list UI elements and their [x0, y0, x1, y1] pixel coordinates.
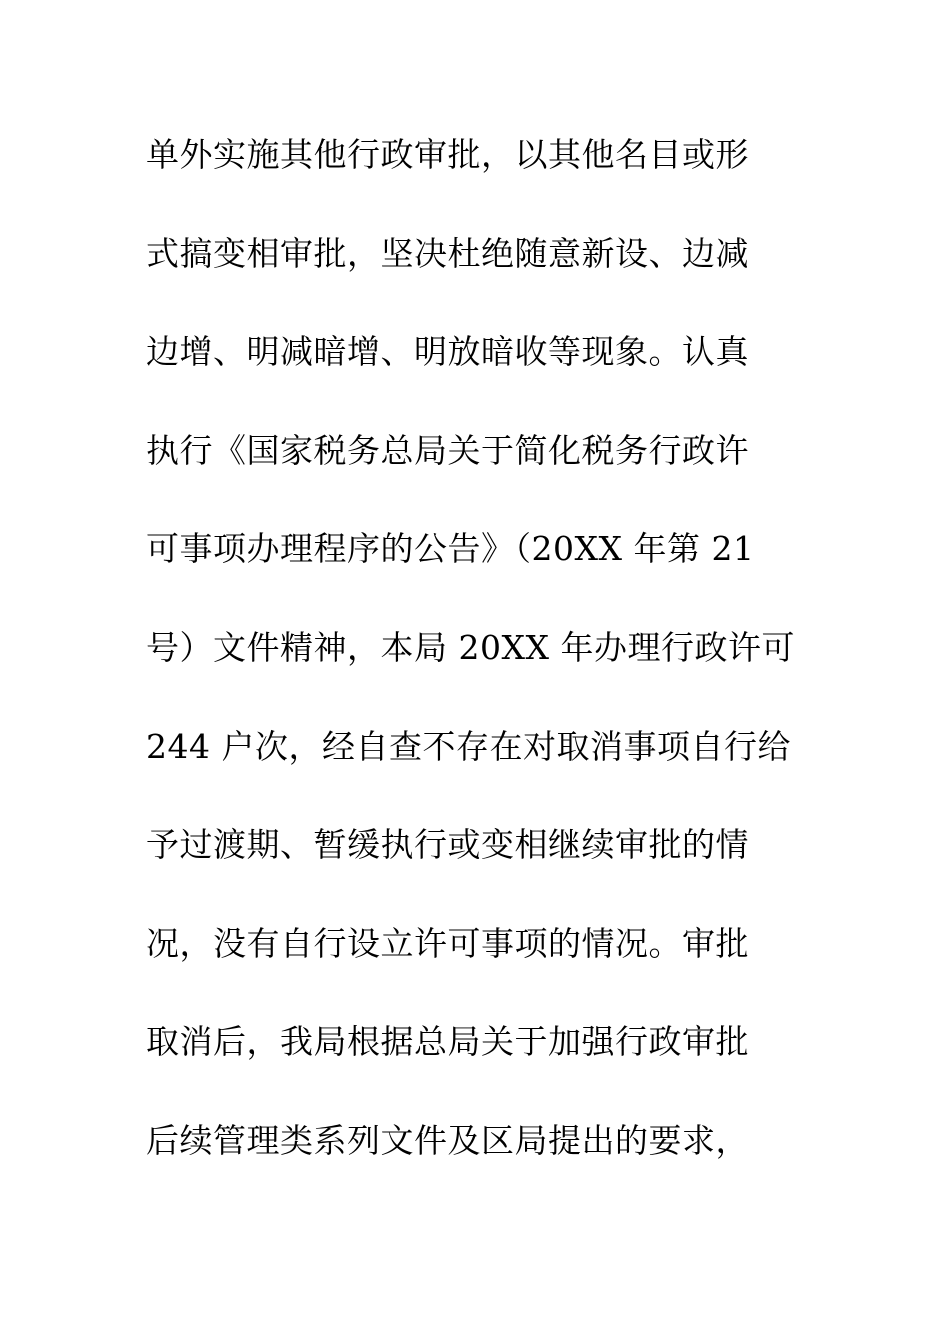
- text-line: 244 户次，经自查不存在对取消事项自行给: [146, 726, 791, 766]
- text-line: 可事项办理程序的公告》（20XX 年第 21: [146, 529, 755, 569]
- text-line: 号）文件精神，本局 20XX 年办理行政许可: [146, 627, 795, 667]
- text-line: 式搞变相审批，坚决杜绝随意新设、边减: [146, 233, 749, 273]
- text-line: 予过渡期、暂缓执行或变相继续审批的情: [146, 825, 749, 865]
- text-line: 单外实施其他行政审批，以其他名目或形: [146, 135, 749, 174]
- text-line: 执行《国家税务总局关于简化税务行政许: [146, 430, 749, 470]
- text-line: 况，没有自行设立许可事项的情况。审批: [146, 923, 749, 963]
- text-line: 取消后，我局根据总局关于加强行政审批: [146, 1022, 749, 1062]
- body-text: [146, 126, 826, 1211]
- text-line: 后续管理类系列文件及区局提出的要求，: [146, 1120, 749, 1160]
- text-line: 边增、明减暗增、明放暗收等现象。认真: [146, 332, 749, 372]
